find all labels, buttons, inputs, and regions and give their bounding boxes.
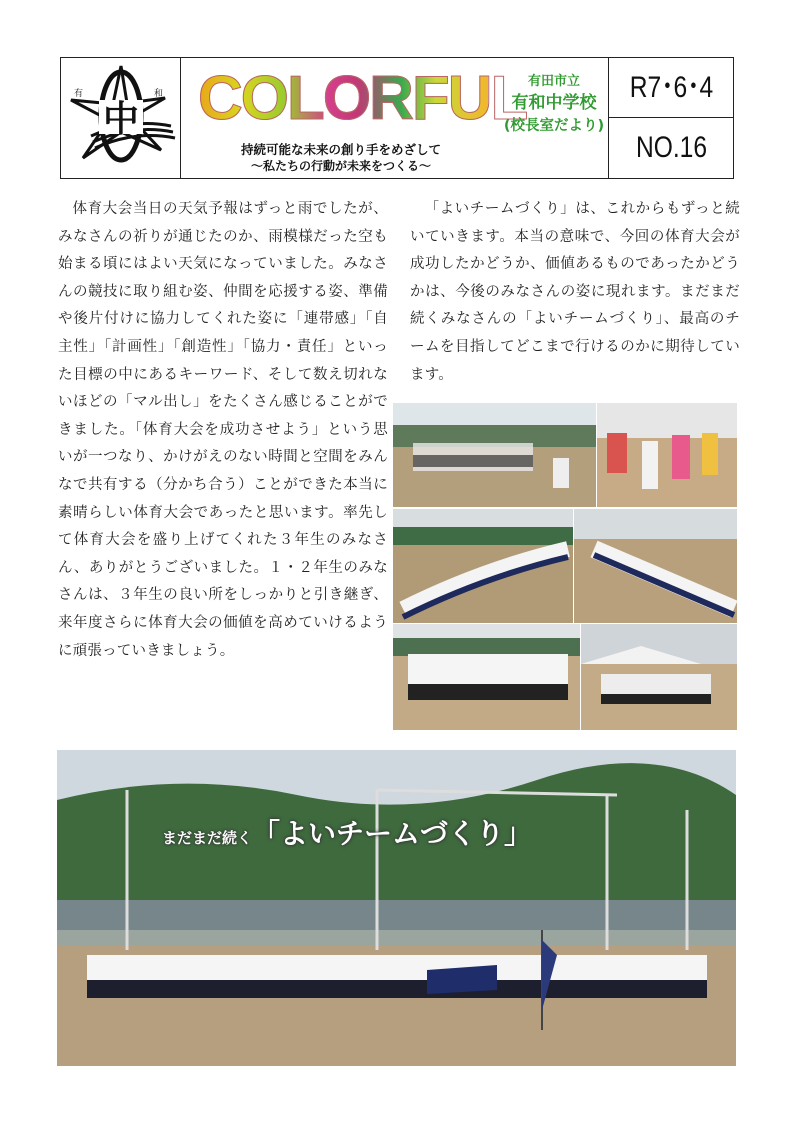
motto-line-2: ～私たちの行動が未来をつくる～ bbox=[250, 159, 431, 173]
motto-line-1: 持続可能な未来の創り手をめざして bbox=[240, 142, 441, 157]
date-cell bbox=[608, 58, 733, 118]
article-right-column bbox=[410, 196, 740, 389]
title-block bbox=[182, 58, 527, 178]
photo-tug-of-war-1 bbox=[393, 509, 573, 623]
article-paragraph-right: 「よいチームづくり」は、これからもずっと続いていきます。本当の意味で、今回の体育大会が成功したかどうか、価値あるものであったかどうかは、今後のみなさんの姿に現れます。まだまだ続くみなさんの「よいチームづくり」、最高のチームを目指してどこまで行けるのかに期待しています。 bbox=[410, 201, 740, 383]
photo-caption bbox=[162, 812, 532, 852]
newsletter-header bbox=[60, 57, 734, 179]
photo-tents bbox=[581, 624, 737, 730]
photo-relay-practice bbox=[393, 403, 596, 507]
issue-number-cell bbox=[608, 118, 733, 178]
school-name: 有和中学校 bbox=[511, 93, 597, 113]
article-paragraph-left: 体育大会当日の天気予報はずっと雨でしたが、みなさんの祈りが通じたのか、雨模様だった空も始まる頃にはよい天気になっていました。みなさんの競技に取り組む姿、仲間を応援する姿、準備や後片付けに協力してくれた姿に「連帯感」「自主性」「計画性」「創造性」「協力・責任」といった目標の中にあるキーワード、そして数え切れないほどの「マル出し」をたくさん感じることができました。「体育大会を成功させよう」という思いが一つなり、かけがえのない時間と空間をみんなで共有する（分かち合う）ことができた本当に素晴らしい体育大会であったと思います。率先して体育大会を盛り上げてくれた３年生のみなさん、ありがとうございました。１・２年生のみなさんは、３年生の良い所をしっかりと引き継ぎ、来年度さらに体育大会の価値を高めていけるように頑張っていきましょう。 bbox=[58, 201, 388, 659]
school-city: 有田市立 bbox=[527, 74, 580, 89]
logo-char-left: 有 bbox=[74, 89, 84, 99]
issue-number: NO.16 bbox=[635, 131, 708, 164]
school-block bbox=[500, 58, 608, 178]
caption-big: 「よいチームづくり」 bbox=[252, 817, 533, 850]
photo-entrance-march bbox=[57, 750, 736, 1066]
newsletter-title: COLORFUL bbox=[198, 64, 527, 133]
caption-small: まだまだ続く bbox=[162, 829, 253, 847]
photo-tug-of-war-2 bbox=[574, 509, 737, 623]
article-left-column bbox=[58, 196, 388, 665]
school-subtitle: (校長室だより) bbox=[503, 118, 605, 134]
photo-race bbox=[597, 403, 737, 507]
issue-date: R7･6･4 bbox=[629, 71, 714, 104]
school-emblem bbox=[61, 58, 181, 178]
photo-group-jump bbox=[393, 624, 580, 730]
logo-char-center: 中 bbox=[102, 99, 140, 140]
logo-char-right: 和 bbox=[154, 89, 164, 99]
emblem-icon bbox=[61, 58, 181, 178]
